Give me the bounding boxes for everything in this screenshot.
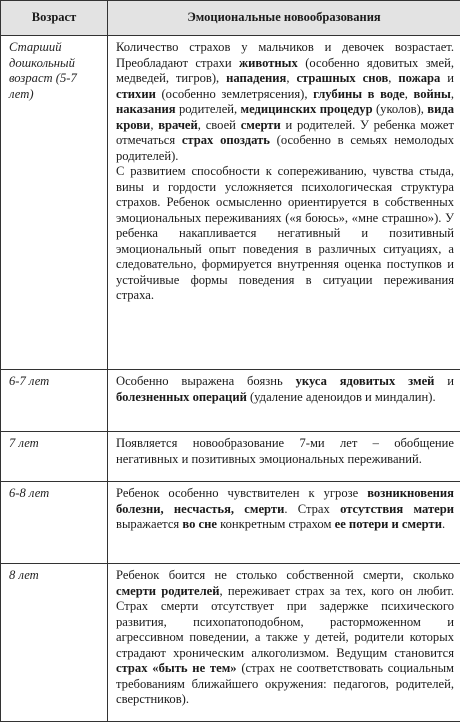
bold-term: глубины в воде (313, 87, 405, 101)
text-run: , переживает страх за тех, кого он любит. Страх смерти отсутствует при задержке психического развития, психопатоподобном, расторможенном и агрессивном поведении, а также у детей, родители которых страдают хроническим алкоголизмом. Ведущим становится (116, 584, 454, 660)
text-run: , (150, 118, 158, 132)
bold-term: отсутствия матери (340, 502, 454, 516)
header-age: Возраст (1, 1, 108, 36)
formations-cell (108, 370, 460, 432)
bold-term: нападения (226, 71, 286, 85)
formations-cell (108, 564, 460, 722)
bold-term: стихии (116, 87, 156, 101)
text-run: Ребенок особенно чувствителен к угрозе (116, 486, 367, 500)
text-run: (особенно ядовитых змей, медведей, тигров), (116, 56, 454, 86)
bold-term: во сне (182, 517, 217, 531)
age-cell: 6-8 лет (1, 482, 108, 564)
text-run: . Страх (284, 502, 340, 516)
paragraph (116, 568, 454, 708)
text-run: и (434, 374, 454, 388)
text-run: родителей, (176, 102, 241, 116)
bold-term: ее потери и смерти (335, 517, 442, 531)
text-run: , своей (198, 118, 241, 132)
bold-term: страх «быть не тем» (116, 661, 237, 675)
text-run: . (442, 517, 445, 531)
table-row (1, 432, 460, 482)
text-run: , (286, 71, 296, 85)
text-run: , (388, 71, 398, 85)
text-run: (уколов), (373, 102, 428, 116)
paragraph (116, 164, 454, 304)
formations-cell (108, 36, 460, 370)
table-row (1, 370, 460, 432)
table-row (1, 482, 460, 564)
formations-cell (108, 482, 460, 564)
text-run: , (451, 87, 454, 101)
text-run: и родителей. У ребенка может отмечаться (116, 118, 454, 148)
bold-term: страшных снов (296, 71, 388, 85)
text-run: и (440, 71, 454, 85)
table-row (1, 36, 460, 370)
text-run: Особенно выражена боязнь (116, 374, 296, 388)
bold-term: пожара (398, 71, 440, 85)
text-run: Ребенок боится не столько собственной смерти, сколько (116, 568, 454, 582)
text-run: (страх не соответствовать социальным требованиям ближайшего окружения: педагогов, родителей, сверстников). (116, 661, 454, 706)
text-run: Количество страхов у мальчиков и девочек возрастает. Преобладают страхи (116, 40, 454, 70)
text-run: Появляется новообразование 7-ми лет – обобщение негативных и позитивных эмоциональных переживаний. (116, 436, 454, 466)
bold-term: вида крови (116, 102, 454, 132)
table-header-row (1, 1, 460, 36)
paragraph (116, 40, 454, 164)
bold-term: возникновения болезни, несчастья, смерти (116, 486, 454, 516)
text-run: , (405, 87, 414, 101)
paragraph (116, 436, 454, 467)
bold-term: укуса ядовитых змей (296, 374, 435, 388)
bold-term: смерти родителей (116, 584, 219, 598)
paragraph (116, 374, 454, 405)
age-cell: 8 лет (1, 564, 108, 722)
text-run: (удаление аденоидов и миндалин). (247, 390, 436, 404)
text-run: (особенно в семьях немолодых родителей). (116, 133, 454, 163)
header-formations: Эмоциональные новообразования (108, 1, 460, 36)
bold-term: страх опоздать (182, 133, 270, 147)
paragraph (116, 486, 454, 533)
age-cell: 6-7 лет (1, 370, 108, 432)
bold-term: врачей (158, 118, 198, 132)
text-run: С развитием способности к сопереживанию, чувства стыда, вины и гордости усложняется психологическая структура страхов. Ребенок осмысленно ориентируется в собственных эмоциональных переживаниях («я боюсь», «мне страшно»). У ребенка накапливается негативный и позитивный эмоциональный опыт поведения в различных ситуациях, а следовательно, формируется внутренняя оценка поступков и устойчивые формы поведения в ситуации переживания страха. (116, 164, 454, 302)
bold-term: медицинских процедур (241, 102, 373, 116)
text-run: конкретным страхом (217, 517, 335, 531)
bold-term: смерти (241, 118, 281, 132)
formations-cell (108, 432, 460, 482)
text-run: выражается (116, 517, 182, 531)
bold-term: болезненных операций (116, 390, 247, 404)
text-run: (особенно землетрясения), (156, 87, 313, 101)
bold-term: животных (239, 56, 298, 70)
bold-term: наказания (116, 102, 176, 116)
age-cell: 7 лет (1, 432, 108, 482)
age-cell: Старший дошкольный возраст (5-7 лет) (1, 36, 108, 370)
bold-term: войны (413, 87, 450, 101)
table-row (1, 564, 460, 722)
